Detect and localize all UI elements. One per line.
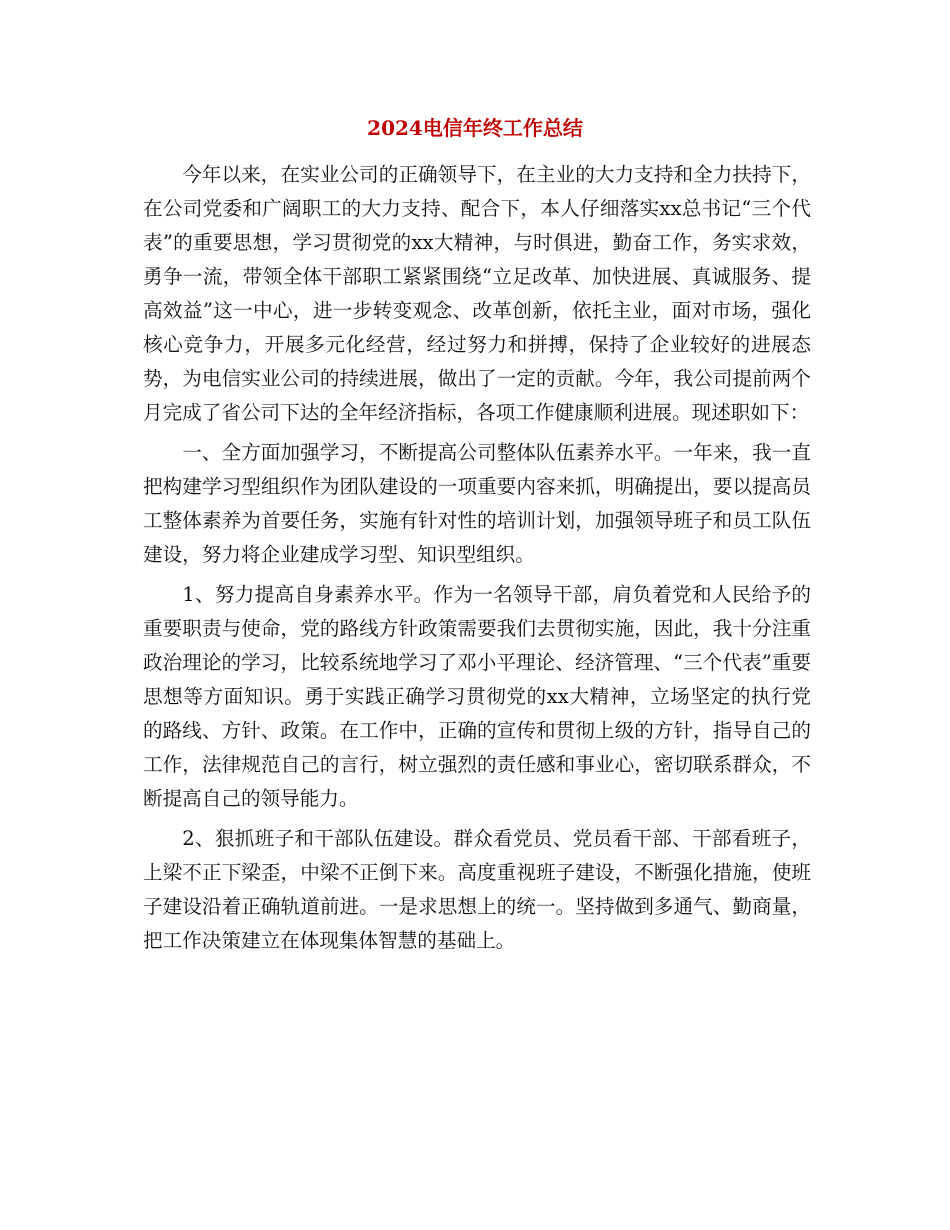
document-body — [143, 158, 811, 964]
paragraph-item-2: 2、狠抓班子和干部队伍建设。群众看党员、党员看干部、干部看班子，上梁不正下梁歪，中梁不正倒下来。高度重视班子建设，不断强化措施，使班子建设沿着正确轨道前进。一是求思想上的统一。坚持做到多通气、勤商量，把工作决策建立在体现集体智慧的基础上。 — [143, 827, 811, 952]
paragraph-section-1: 一、全方面加强学习，不断提高公司整体队伍素养水平。一年来，我一直把构建学习型组织作为团队建设的一项重要内容来抓，明确提出，要以提高员工整体素养为首要任务，实施有针对性的培训计划，加强领导班子和员工队伍建设，努力将企业建成学习型、知识型组织。 — [143, 441, 811, 566]
paragraph-item-1: 1、努力提高自身素养水平。作为一名领导干部，肩负着党和人民给予的重要职责与使命，党的路线方针政策需要我们去贯彻实施，因此，我十分注重政治理论的学习，比较系统地学习了邓小平理论、经济管理、“三个代表”重要思想等方面知识。勇于实践正确学习贯彻党的xx大精神，立场坚定的执行党的路线、方针、政策。在工作中，正确的宣传和贯彻上级的方针，指导自己的工作，法律规范自己的言行，树立强烈的责任感和事业心，密切联系群众，不断提高自己的领导能力。 — [143, 583, 811, 810]
paragraph-intro: 今年以来，在实业公司的正确领导下，在主业的大力支持和全力扶持下，在公司党委和广阔职工的大力支持、配合下，本人仔细落实xx总书记“三个代表”的重要思想，学习贯彻党的xx大精神，与时俱进，勤奋工作，务实求效，勇争一流，带领全体干部职工紧紧围绕“立足改革、加快进展、真诚服务、提高效益”这一中心，进一步转变观念、改革创新，依托主业，面对市场，强化核心竞争力，开展多元化经营，经过努力和拼搏，保持了企业较好的进展态势，为电信实业公司的持续进展，做出了一定的贡献。今年，我公司提前两个月完成了省公司下达的全年经济指标，各项工作健康顺利进展。现述职如下： — [143, 163, 811, 424]
document-title: 2024电信年终工作总结 — [367, 116, 583, 140]
